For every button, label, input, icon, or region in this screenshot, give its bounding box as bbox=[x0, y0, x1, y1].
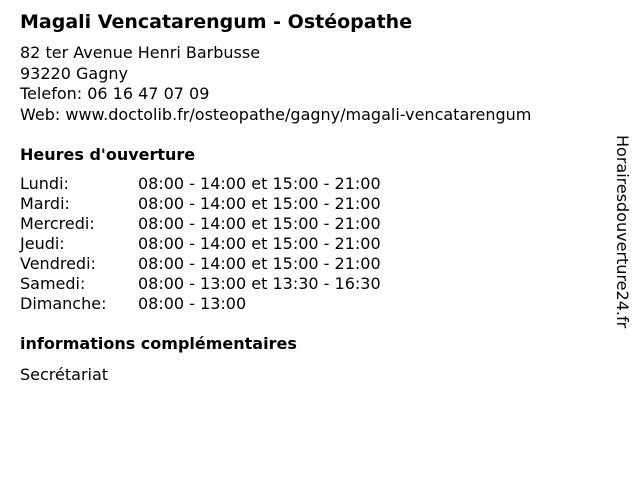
hours-row-monday bbox=[20, 174, 381, 194]
additional-info-text: Secrétariat bbox=[20, 365, 109, 384]
day-label: Jeudi: bbox=[20, 234, 65, 253]
time-range: 08:00 - 14:00 et 15:00 - 21:00 bbox=[138, 174, 381, 193]
time-range: 08:00 - 13:00 et 13:30 - 16:30 bbox=[138, 274, 381, 293]
day-label: Samedi: bbox=[20, 274, 86, 293]
hours-row-tuesday bbox=[20, 194, 381, 214]
phone-number: Telefon: 06 16 47 07 09 bbox=[20, 84, 210, 103]
day-label: Lundi: bbox=[20, 174, 69, 193]
address-block bbox=[20, 43, 531, 125]
website: Web: www.doctolib.fr/osteopathe/gagny/magali-vencatarengum bbox=[20, 104, 532, 124]
time-range: 08:00 - 14:00 et 15:00 - 21:00 bbox=[138, 214, 381, 233]
day-label: Dimanche: bbox=[20, 294, 107, 313]
opening-hours-heading: Heures d'ouverture bbox=[20, 145, 196, 164]
page-title: Magali Vencatarengum - Ostéopathe bbox=[20, 11, 413, 33]
time-range: 08:00 - 13:00 bbox=[138, 294, 247, 313]
time-range: 08:00 - 14:00 et 15:00 - 21:00 bbox=[138, 234, 381, 253]
day-label: Mercredi: bbox=[20, 214, 95, 233]
site-watermark: Horairesdouverture24.fr bbox=[613, 135, 632, 329]
hours-row-thursday bbox=[20, 234, 381, 254]
hours-row-saturday bbox=[20, 274, 381, 294]
hours-row-wednesday bbox=[20, 214, 381, 234]
opening-hours-table bbox=[20, 174, 381, 314]
day-label: Mardi: bbox=[20, 194, 70, 213]
day-label: Vendredi: bbox=[20, 254, 96, 273]
additional-info-heading: informations complémentaires bbox=[20, 334, 297, 353]
hours-row-friday bbox=[20, 254, 381, 274]
street-address: 82 ter Avenue Henri Barbusse bbox=[20, 43, 261, 62]
time-range: 08:00 - 14:00 et 15:00 - 21:00 bbox=[138, 254, 381, 273]
time-range: 08:00 - 14:00 et 15:00 - 21:00 bbox=[138, 194, 381, 213]
hours-row-sunday bbox=[20, 294, 381, 314]
postal-city: 93220 Gagny bbox=[20, 63, 128, 83]
